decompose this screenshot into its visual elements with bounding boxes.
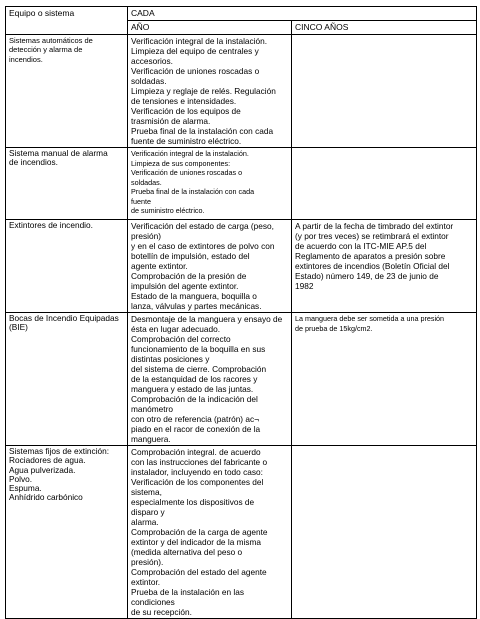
table-row <box>6 220 477 313</box>
system-line: incendios. <box>9 54 43 64</box>
year-line: ésta en lugar adecuado. <box>131 324 221 334</box>
year-line: disparo y <box>131 507 165 517</box>
year-line: Comprobación de la carga de agente <box>131 527 268 537</box>
year-line: de su recepción. <box>131 607 192 617</box>
year-cell <box>128 313 292 446</box>
system-line: Sistemas automáticos de <box>9 36 93 45</box>
system-line: Sistemas fijos de extinción: <box>9 446 110 456</box>
year-line: presión). <box>131 557 164 567</box>
year-line: sistema, <box>131 487 162 497</box>
table-row <box>6 148 477 220</box>
year-line: soldadas. <box>131 177 162 187</box>
system-line: Rociadores de agua. <box>9 455 86 466</box>
year-line: agente extintor. <box>131 261 188 271</box>
year-cell <box>128 35 292 148</box>
year-line: y en el caso de extintores de polvo con <box>131 241 275 251</box>
year-line: fuente <box>131 196 151 206</box>
year-line: de la estanquidad de los racores y <box>131 374 258 384</box>
year-line: Verificación del estado de carga (peso, <box>131 221 274 231</box>
header-row-1 <box>6 7 477 21</box>
five-years-line: de acuerdo con la ITC-MIE AP.5 del <box>295 241 427 251</box>
five-years-cell <box>292 35 477 148</box>
system-cell <box>6 446 128 619</box>
year-line: Comprobación integral. de acuerdo <box>131 447 261 457</box>
year-line: distintas posiciones y <box>131 354 210 364</box>
five-years-line: La manguera debe ser sometida a una presión <box>295 314 445 323</box>
year-line: Verificación de uniones roscadas o <box>131 66 260 76</box>
year-line: Comprobación de la indicación del <box>131 394 258 404</box>
year-line: con otro de referencia (patrón) ac¬ <box>131 414 259 424</box>
year-line: de suministro eléctrico. <box>131 206 205 215</box>
year-line: con las instrucciones del fabricante o <box>131 457 268 467</box>
year-line: piado en el racor de conexión de la <box>131 424 261 434</box>
year-line: Limpieza y reglaje de relés. Regulación <box>131 86 276 96</box>
year-line: Verificación de uniones roscadas o <box>131 168 243 177</box>
header-year: AÑO <box>128 21 292 35</box>
year-line: Comprobación del estado del agente <box>131 567 267 577</box>
system-cell <box>6 313 128 446</box>
year-line: instalador, incluyendo en todo caso: <box>131 467 263 477</box>
system-line: Bocas de Incendio Equipadas <box>9 313 119 323</box>
header-equipment: Equipo o sistema <box>6 7 128 35</box>
year-line: impulsión del agente extintor. <box>131 281 239 291</box>
header-frequency: CADA <box>128 7 477 21</box>
year-line: Desmontaje de la manguera y ensayo de <box>131 314 283 324</box>
year-line: Comprobación de la presión de <box>131 271 247 281</box>
system-line: Agua pulverizada. <box>9 464 76 475</box>
year-line: manguera. <box>131 434 171 444</box>
year-cell <box>128 220 292 313</box>
system-cell <box>6 148 128 220</box>
five-years-line: extintores de incendios (Boletín Oficial del <box>295 261 450 271</box>
system-line: detección y alarma de <box>9 45 83 55</box>
year-line: del sistema de cierre. Comprobación <box>131 364 267 374</box>
year-line: Prueba de la instalación en las <box>131 587 245 597</box>
year-line: Verificación de los equipos de <box>131 106 241 116</box>
year-line: alarma. <box>131 517 159 527</box>
system-line: Anhídrido carbónico <box>9 492 83 503</box>
year-line: trasmisión de alarma. <box>131 116 211 126</box>
table-row <box>6 313 477 446</box>
year-line: Prueba final de la instalación con cada <box>131 126 274 136</box>
year-line: Limpieza de sus componentes: <box>131 158 231 168</box>
year-line: condiciones <box>131 597 175 607</box>
system-line: Sistema manual de alarma <box>9 148 108 158</box>
year-line: Verificación de los componentes del <box>131 477 264 487</box>
year-line: Verificación integral de la instalación. <box>131 149 249 158</box>
year-line: de tensiones e intensidades. <box>131 96 237 106</box>
system-line: (BIE) <box>9 322 28 333</box>
table-row <box>6 35 477 148</box>
year-line: funcionamiento de la boquilla en sus <box>131 344 266 354</box>
year-line: Verificación integral de la instalación. <box>131 36 268 46</box>
year-line: Comprobación del correcto <box>131 334 231 344</box>
system-cell <box>6 35 128 148</box>
system-line: de incendios. <box>9 157 58 168</box>
five-years-line: (y por tres veces) se retimbrará el extintor <box>295 231 449 241</box>
year-line: soldadas. <box>131 76 167 86</box>
year-line: extintor y del indicador de la misma <box>131 537 262 547</box>
system-cell <box>6 220 128 313</box>
five-years-line: Reglamento de aparatos a presión sobre <box>295 251 446 261</box>
year-line: (medida alternativa del peso o <box>131 547 243 557</box>
year-line: presión) <box>131 231 161 241</box>
five-years-line: 1982 <box>295 281 314 291</box>
year-cell <box>128 148 292 220</box>
year-line: Estado de la manguera, boquilla o <box>131 291 257 301</box>
year-cell <box>128 446 292 619</box>
system-line: Espuma. <box>9 483 42 494</box>
system-line: Polvo. <box>9 473 33 484</box>
five-years-line: Estado) número 149, de 23 de junio de <box>295 271 439 281</box>
year-line: Limpieza del equipo de centrales y <box>131 46 259 56</box>
five-years-line: de prueba de 15kg/cm2. <box>295 323 373 333</box>
year-line: accesorios. <box>131 56 173 66</box>
system-line: Extintores de incendio. <box>9 220 93 230</box>
year-line: extintor. <box>131 577 161 587</box>
five-years-line: A partir de la fecha de timbrado del extintor <box>295 221 454 231</box>
five-years-cell <box>292 446 477 619</box>
year-line: Prueba final de la instalación con cada <box>131 187 255 196</box>
year-line: lanza, válvulas y partes mecánicas. <box>131 301 262 311</box>
year-line: fuente de suministro eléctrico. <box>131 136 242 146</box>
header-five-years: CINCO AÑOS <box>292 21 477 35</box>
year-line: especialmente los dispositivos de <box>131 497 255 507</box>
five-years-cell <box>292 148 477 220</box>
five-years-cell <box>292 220 477 313</box>
table-row <box>6 446 477 619</box>
year-line: manómetro <box>131 404 173 414</box>
five-years-cell <box>292 313 477 446</box>
year-line: botellín de impulsión, estado del <box>131 251 250 261</box>
year-line: manguera y estado de las juntas. <box>131 384 254 394</box>
maintenance-table <box>5 6 477 619</box>
